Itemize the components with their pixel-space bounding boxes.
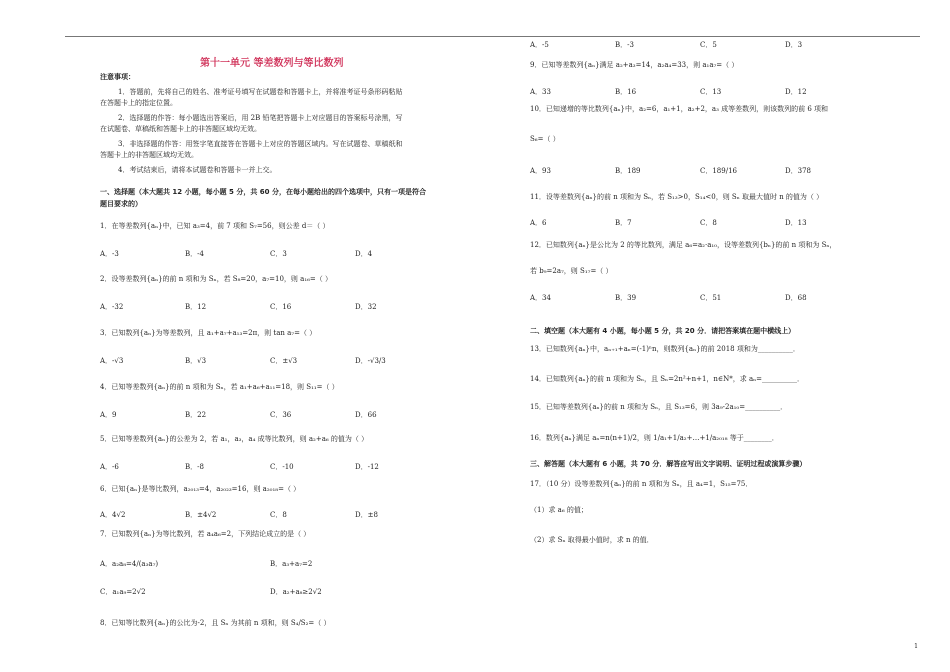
notice-line: 3．非选择题的作答：用签字笔直接答在答题卡上对应的答题区域内。写在试题卷、草稿纸和: [118, 140, 403, 148]
fill-in-question: 15．已知等差数列{aₙ}的前 n 项和为 Sₙ，且 S₁₃=6，则 3a₉-2a₁₀=__________．: [530, 403, 788, 411]
option: D．4: [355, 250, 373, 258]
fill-in-question: 13．已知数列{aₙ}中，aₙ₊₁+aₙ=(-1)ⁿn，则数列{aₙ}的前 2018 项和为__________．: [530, 345, 800, 353]
option: B．39: [615, 294, 637, 302]
right-column: [530, 36, 940, 672]
option: A．-32: [100, 303, 124, 311]
option: A．33: [530, 88, 551, 96]
option: A．34: [530, 294, 551, 302]
option: C．36: [270, 411, 292, 419]
option: B．±4√2: [185, 511, 217, 519]
section3-heading: 三、解答题（本大题有 6 小题，共 70 分．解答应写出文字说明、证明过程或演算步骤）: [530, 460, 807, 468]
fill-in-question: 16．数列{aₙ}满足 aₙ=n(n+1)/2，则 1/a₁+1/a₂+…+1/a₂₀₁₈ 等于________．: [530, 434, 779, 442]
option: A．9: [100, 411, 117, 419]
option: D．a₂+a₈≥2√2: [270, 588, 322, 596]
option: A．93: [530, 167, 551, 175]
notice-line: 2．选择题的作答：每小题选出答案后，用 2B 铅笔把答题卡上对应题目的答案标号涂黑，写: [118, 114, 403, 122]
option: B．√3: [185, 357, 207, 365]
left-column: [100, 36, 510, 672]
option: B．-3: [615, 41, 634, 49]
option: A．4√2: [100, 511, 126, 519]
option: C．3: [270, 250, 287, 258]
question-stem-cont: S₆=（ ）: [530, 135, 560, 143]
question-stem: 1．在等差数列{aₙ}中，已知 a₃=4，前 7 项和 S₇=56，则公差 d＝（ ）: [100, 222, 330, 230]
option: C．a₁a₉=2√2: [100, 588, 146, 596]
page-number: 1: [914, 643, 918, 650]
option: B．16: [615, 88, 637, 96]
section1-heading-cont: 题目要求的）: [100, 200, 142, 208]
question-stem: 7．已知数列{aₙ}为等比数列，若 a₄a₆=2，下列结论成立的是（ ）: [100, 530, 311, 538]
option: C．8: [700, 219, 717, 227]
option: A．-5: [530, 41, 549, 49]
option: D．±8: [355, 511, 378, 519]
question-stem: 8．已知等比数列{aₙ}的公比为-2，且 Sₙ 为其前 n 项和，则 S₄/S₂=（ ）: [100, 619, 331, 627]
question-stem: 3．已知数列{aₙ}为等差数列，且 a₁+a₇+a₁₃=2π，则 tan a₇=（ ）: [100, 329, 317, 337]
option: B．a₃+a₇=2: [270, 560, 313, 568]
option: B．189: [615, 167, 641, 175]
option: D．378: [785, 167, 811, 175]
option: C．16: [270, 303, 292, 311]
question-stem: 2．设等差数列{aₙ}的前 n 项和为 Sₙ，若 S₈=20，a₇=10，则 a₁₆=（ ）: [100, 275, 333, 283]
notice-line: 在试题卷、草稿纸和答题卡上的非答题区域均无效。: [100, 125, 261, 133]
option: B．-8: [185, 463, 204, 471]
option: C．8: [270, 511, 287, 519]
question-stem-cont: 若 b₉=2a₇，则 S₁₇=（ ）: [530, 267, 613, 275]
notice-line: 答题卡上的非答题区域均无效。: [100, 151, 198, 159]
option: A．-√3: [100, 357, 124, 365]
page-title: 第十一单元 等差数列与等比数列: [200, 58, 344, 69]
option: C．-10: [270, 463, 294, 471]
notice-line: 在答题卡上的指定位置。: [100, 99, 177, 107]
option: D．-√3/3: [355, 357, 386, 365]
option: B．-4: [185, 250, 204, 258]
notice-line: 4．考试结束后，请将本试题卷和答题卡一并上交。: [118, 166, 277, 174]
section1-heading: 一、选择题（本大题共 12 小题，每小题 5 分，共 60 分，在每小题给出的四个选项中，只有一项是符合: [100, 188, 426, 196]
option: C．189/16: [700, 167, 737, 175]
option: A．-6: [100, 463, 119, 471]
option: D．66: [355, 411, 377, 419]
option: C．13: [700, 88, 722, 96]
option: D．68: [785, 294, 807, 302]
option: B．12: [185, 303, 207, 311]
option: C．±√3: [270, 357, 298, 365]
section2-heading: 二、填空题（本大题有 4 小题，每小题 5 分，共 20 分．请把答案填在题中横线上）: [530, 327, 796, 335]
question-stem: 12．已知数列{aₙ}是公比为 2 的等比数列，满足 a₆=a₂·a₁₀，设等差数列{bₙ}的前 n 项和为 Sₙ，: [530, 241, 837, 249]
option: D．-12: [355, 463, 379, 471]
question-stem: 6．已知{aₙ}是等比数列，a₂₀₁₃=4，a₂₀₂₃=16，则 a₂₀₁₈=（ ）: [100, 485, 301, 493]
option: B．7: [615, 219, 632, 227]
fill-in-question: 14．已知数列{aₙ}的前 n 项和为 Sₙ，且 Sₙ=2n²+n+1，n∈N*，求 aₙ=__________．: [530, 375, 805, 383]
option: D．32: [355, 303, 377, 311]
notice-line: 1．答题前，先将自己的姓名、准考证号填写在试题卷和答题卡上，并将准考证号条形码粘贴: [118, 88, 403, 96]
notice-heading: 注意事项：: [100, 73, 135, 81]
question-stem: 10．已知递增的等比数列{aₙ}中，a₂=6，a₁+1，a₂+2，a₃ 成等差数列，则该数列的前 6 项和: [530, 105, 829, 113]
sub-question: （2）求 Sₙ 取得最小值时，求 n 的值．: [530, 536, 654, 544]
question-stem: 9．已知等差数列{aₙ}满足 a₂+a₃=14，a₂a₄=33，则 a₁a₇=（ ）: [530, 61, 739, 69]
question-stem: 5．已知等差数列{aₙ}的公差为 2，若 a₁，a₃，a₄ 成等比数列，则 a₂+a₆ 的值为（ ）: [100, 435, 369, 443]
option: C．51: [700, 294, 722, 302]
question-stem: 11．设等差数列{aₙ}的前 n 项和为 Sₙ，若 S₁₃>0，S₁₄<0，则 Sₙ 取最大值时 n 的值为（ ）: [530, 193, 824, 201]
option: A．a₂a₈=4/(a₃a₇): [100, 560, 159, 568]
option: D．13: [785, 219, 807, 227]
option: D．12: [785, 88, 807, 96]
question-stem: 4．已知等差数列{aₙ}的前 n 项和为 Sₙ，若 a₁+a₆+a₁₁=18，则 S₁₁=（ ）: [100, 383, 339, 391]
option: C．5: [700, 41, 717, 49]
sub-question: （1）求 a₆ 的值；: [530, 506, 588, 514]
option: A．-3: [100, 250, 119, 258]
question-stem: 17．（10 分）设等差数列{aₙ}的前 n 项和为 Sₙ，且 a₄=1，S₁₅=75．: [530, 480, 753, 488]
option: A．6: [530, 219, 547, 227]
option: B．22: [185, 411, 207, 419]
option: D．3: [785, 41, 803, 49]
